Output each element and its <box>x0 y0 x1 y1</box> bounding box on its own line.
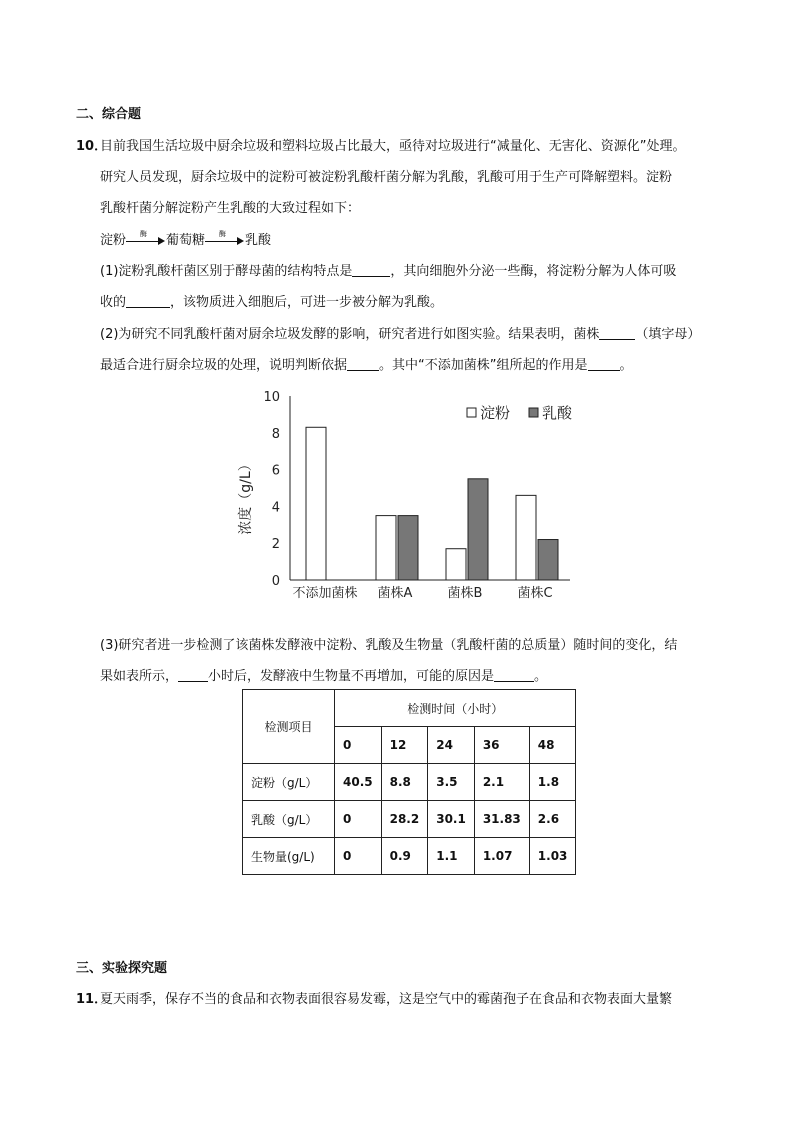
answer-blank[interactable] <box>599 327 635 340</box>
answer-blank[interactable] <box>126 295 170 308</box>
section-title: 二、综合题 <box>76 107 142 122</box>
y-axis-label: 浓度（g/L） <box>238 457 254 535</box>
table-cell: 2.6 <box>529 801 576 838</box>
table-cell: 40.5 <box>335 764 382 801</box>
bar-lactic-acid <box>398 516 418 580</box>
reaction-arrow <box>126 229 166 248</box>
x-tick-label: 菌株C <box>517 586 553 601</box>
sub-question-3 <box>100 665 547 684</box>
table-row-label: 乳酸（g/L） <box>243 801 335 838</box>
table-row <box>243 764 576 801</box>
y-tick-label: 4 <box>271 500 280 516</box>
data-table <box>242 689 576 875</box>
table-cell: 3.5 <box>428 764 475 801</box>
section-title: 三、实验探究题 <box>76 961 168 976</box>
table-cell: 1.03 <box>529 838 576 875</box>
process-step: 乳酸 <box>245 233 272 248</box>
legend-swatch <box>529 408 538 417</box>
table-cell: 24 <box>428 727 475 764</box>
table-cell: 31.83 <box>474 801 529 838</box>
table-cell: 1.8 <box>529 764 576 801</box>
sub-question-1 <box>100 291 443 310</box>
table-cell: 0 <box>335 838 382 875</box>
enzyme-label: 酶 <box>219 229 227 238</box>
table-cell: 1.1 <box>428 838 475 875</box>
table-row <box>243 838 576 875</box>
question-number: 11． <box>76 992 108 1007</box>
table-row <box>243 690 576 727</box>
question-text: 。其中“不添加菌株”组所起的作用是 <box>379 358 588 373</box>
table-cell: 1.07 <box>474 838 529 875</box>
bar-starch <box>516 495 536 580</box>
x-tick-label: 不添加菌株 <box>292 586 358 601</box>
table-cell: 48 <box>529 727 576 764</box>
table-cell: 0.9 <box>381 838 428 875</box>
sub-question-2 <box>100 354 633 373</box>
question-text: 乳酸杆菌分解淀粉产生乳酸的大致过程如下： <box>100 201 361 216</box>
answer-blank[interactable] <box>494 669 534 682</box>
reaction-arrow <box>205 229 245 248</box>
y-tick-label: 0 <box>271 574 280 589</box>
bar-starch <box>446 549 466 580</box>
question-text: ，其向细胞外分泌一些酶，将淀粉分解为人体可吸 <box>390 264 677 279</box>
y-tick-label: 2 <box>271 537 280 553</box>
table-cell: 12 <box>381 727 428 764</box>
question-text: (2)为研究不同乳酸杆菌对厨余垃圾发酵的影响，研究者进行如图实验。结果表明，菌株 <box>100 327 600 342</box>
y-tick-label: 8 <box>271 426 280 442</box>
question-text: 小时后，发酵液中生物量不再增加，可能的原因是 <box>208 669 495 684</box>
y-tick-label: 6 <box>271 463 280 479</box>
question-text: 目前我国生活垃圾中厨余垃圾和塑料垃圾占比最大，亟待对垃圾进行“减量化、无害化、资源化”处理。 <box>100 139 686 154</box>
question-text: 。 <box>619 358 633 373</box>
bar-starch <box>306 427 326 580</box>
question-text: 最适合进行厨余垃圾的处理，说明判断依据 <box>100 358 348 373</box>
sub-question-3: (3)研究者进一步检测了该菌株发酵液中淀粉、乳酸及生物量（乳酸杆菌的总质量）随时间的变化，结 <box>100 638 678 653</box>
answer-blank[interactable] <box>588 358 620 371</box>
question-text: 收的 <box>100 295 127 310</box>
question-number: 10． <box>76 139 108 154</box>
legend-label: 乳酸 <box>542 404 573 422</box>
process-diagram <box>100 229 271 248</box>
table-header: 检测项目 <box>243 690 335 764</box>
table-row <box>243 801 576 838</box>
question-text: (1)淀粉乳酸杆菌区别于酵母菌的结构特点是 <box>100 264 353 279</box>
question-text: 果如表所示， <box>100 669 179 684</box>
table-cell: 8.8 <box>381 764 428 801</box>
bar-starch <box>376 516 396 580</box>
sub-question-2 <box>100 323 700 342</box>
question-text: 夏天雨季，保存不当的食品和衣物表面很容易发霉，这是空气中的霉菌孢子在食品和衣物表面大量繁 <box>100 992 673 1007</box>
sub-question-1 <box>100 260 676 279</box>
x-tick-label: 菌株A <box>377 586 413 601</box>
question-text: 研究人员发现，厨余垃圾中的淀粉可被淀粉乳酸杆菌分解为乳酸，乳酸可用于生产可降解塑料。淀粉 <box>100 170 673 185</box>
table-row-label: 淀粉（g/L） <box>243 764 335 801</box>
table-cell: 28.2 <box>381 801 428 838</box>
table-row-label: 生物量(g/L) <box>243 838 335 875</box>
y-tick-label: 10 <box>263 390 280 405</box>
answer-blank[interactable] <box>178 669 208 682</box>
question-text: 。 <box>534 669 548 684</box>
process-step: 淀粉 <box>100 233 127 248</box>
question-text: ，该物质进入细胞后，可进一步被分解为乳酸。 <box>170 295 444 310</box>
x-tick-label: 菌株B <box>447 586 483 601</box>
table-header: 检测时间（小时） <box>335 690 576 727</box>
table-cell: 0 <box>335 801 382 838</box>
question-text: （填字母） <box>635 327 701 342</box>
table-cell: 30.1 <box>428 801 475 838</box>
answer-blank[interactable] <box>352 264 390 277</box>
bar-lactic-acid <box>468 479 488 580</box>
bar-lactic-acid <box>538 540 558 580</box>
answer-blank[interactable] <box>347 358 379 371</box>
legend-label: 淀粉 <box>480 404 511 422</box>
enzyme-label: 酶 <box>140 229 148 238</box>
table-cell: 36 <box>474 727 529 764</box>
table-cell: 2.1 <box>474 764 529 801</box>
bar-chart <box>0 380 794 630</box>
legend-swatch <box>467 408 476 417</box>
process-step: 葡萄糖 <box>166 233 206 248</box>
table-cell: 0 <box>335 727 382 764</box>
